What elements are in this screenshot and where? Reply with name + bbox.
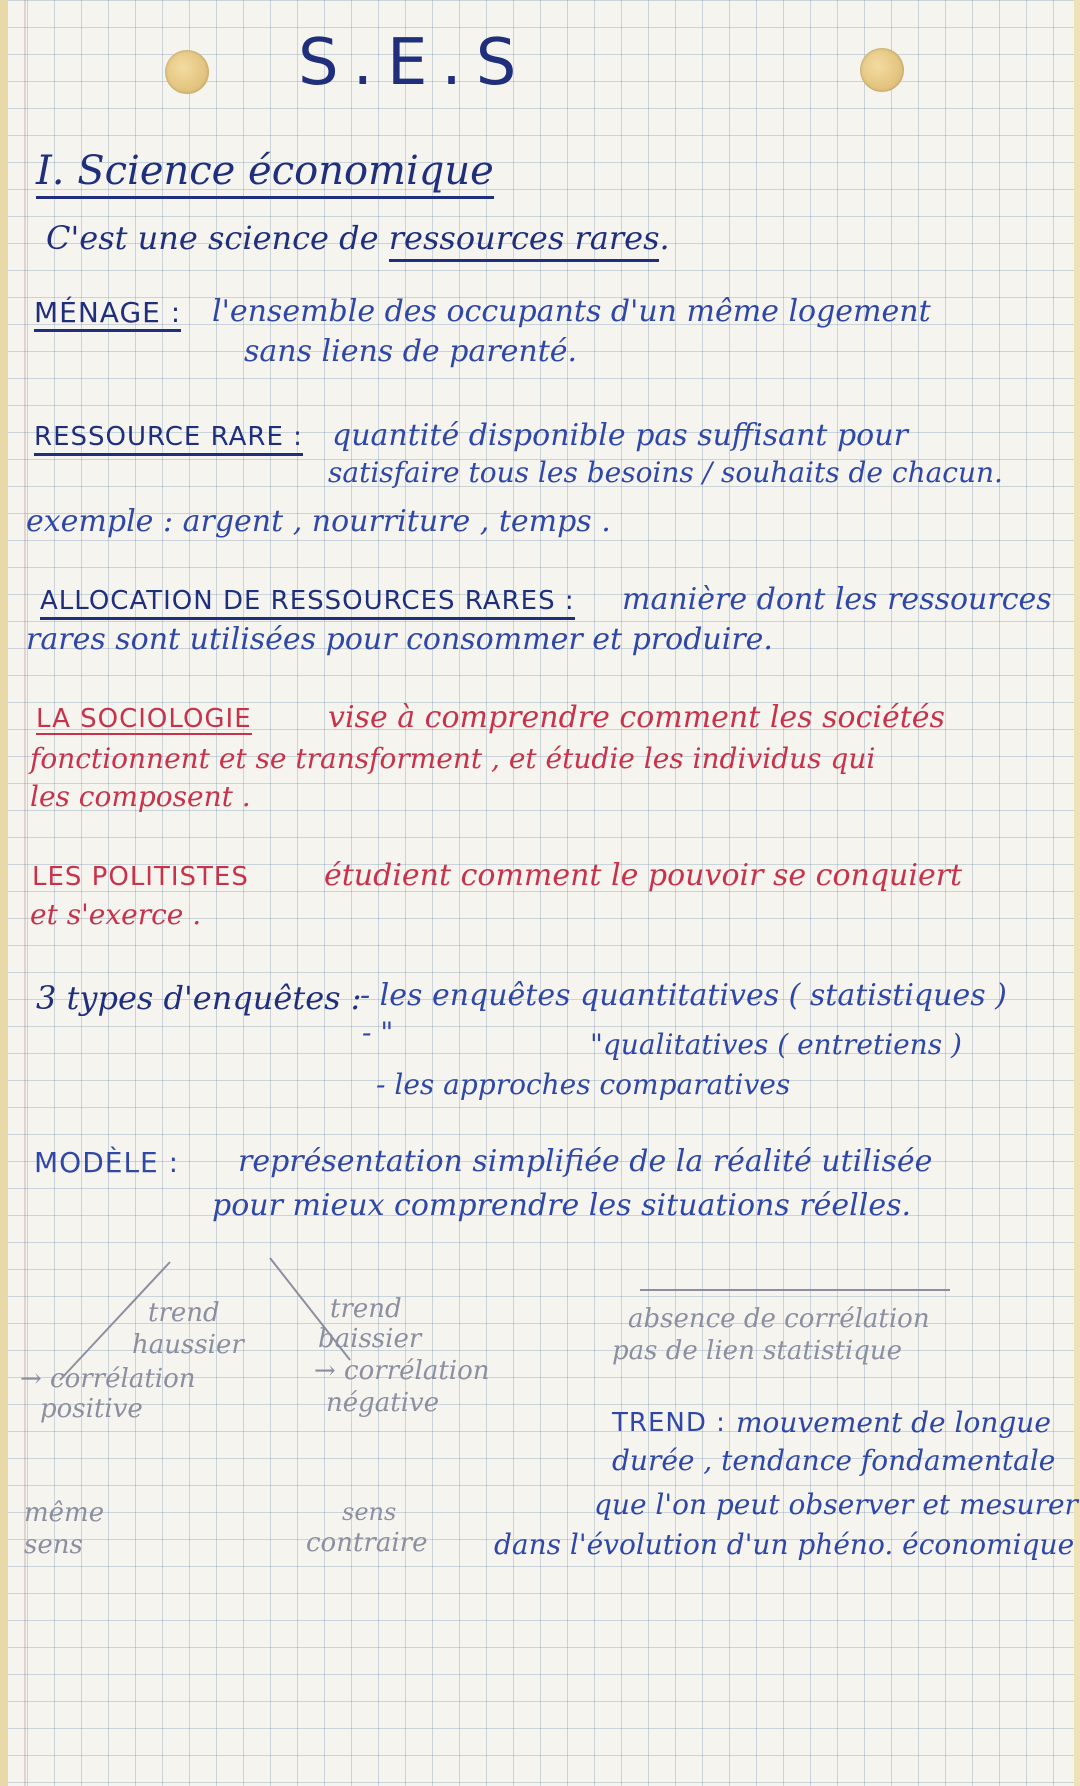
section-heading-text: I. Science économique xyxy=(36,148,494,199)
neg-trend-label2: baissier xyxy=(318,1324,422,1354)
allocation-term: ALLOCATION DE RESSOURCES RARES : xyxy=(40,588,575,620)
sociologie-term: LA SOCIOLOGIE xyxy=(36,704,252,734)
trend-line3: que l'on peut observer et mesurer xyxy=(594,1488,1078,1521)
intro-suffix: . xyxy=(659,219,670,257)
none-correlation-line1: absence de corrélation xyxy=(628,1304,930,1334)
enquetes-item1: - les enquêtes quantitatives ( statistiques ) xyxy=(360,978,1007,1013)
pos-trend-label2: haussier xyxy=(132,1330,244,1360)
pos-sens-label1: même xyxy=(24,1498,105,1528)
menage-definition-line1: l'ensemble des occupants d'un même logement xyxy=(212,294,931,329)
sociologie-line1: vise à comprendre comment les sociétés xyxy=(328,700,945,735)
pos-sens-label2: sens xyxy=(24,1530,83,1560)
trend-term: TREND : xyxy=(612,1408,726,1438)
ressource-rare-line1: quantité disponible pas suffisant pour xyxy=(332,418,908,453)
enquetes-item2-ditto: - " xyxy=(362,1016,394,1049)
pos-correlation-label: positive xyxy=(40,1394,143,1424)
ressource-rare-line2: satisfaire tous les besoins / souhaits de chacun. xyxy=(328,456,1003,489)
intro-underlined: ressources rares xyxy=(389,219,660,262)
menage-term: MÉNAGE : xyxy=(34,298,181,332)
neg-trend-label1: trend xyxy=(330,1294,402,1324)
sociologie-line2: fonctionnent et se transforment , et étudie les individus qui xyxy=(30,742,876,775)
none-correlation-line2: pas de lien statistique xyxy=(612,1336,903,1366)
pos-arrow-label: → corrélation xyxy=(20,1364,196,1394)
enquetes-label: 3 types d'enquêtes : xyxy=(36,979,362,1017)
sociologie-line3: les composent . xyxy=(30,780,251,813)
pos-trend-label1: trend xyxy=(148,1298,220,1328)
enquetes-item3: - les approches comparatives xyxy=(376,1068,791,1101)
ressource-rare-term: RESSOURCE RARE : xyxy=(34,424,303,456)
modele-line2: pour mieux comprendre les situations réelles. xyxy=(212,1188,912,1223)
allocation-line2: rares sont utilisées pour consommer et produire. xyxy=(26,622,773,657)
exemple-line: exemple : argent , nourriture , temps . xyxy=(26,504,611,539)
modele-term: MODÈLE : xyxy=(34,1146,180,1179)
politistes-line2: et s'exerce . xyxy=(30,898,202,931)
trend-line2: durée , tendance fondamentale xyxy=(612,1444,1056,1477)
enquetes-item2: "qualitatives ( entretiens ) xyxy=(590,1028,962,1061)
neg-correlation-label: négative xyxy=(326,1388,440,1418)
page-title: S.E.S xyxy=(298,26,531,100)
modele-line1: représentation simplifiée de la réalité utilisée xyxy=(238,1144,933,1179)
politistes-line1: étudient comment le pouvoir se conquiert xyxy=(324,858,963,893)
neg-arrow-label: → corrélation xyxy=(314,1356,490,1386)
intro-prefix: C'est une science de xyxy=(46,219,389,257)
politistes-term: LES POLITISTES xyxy=(32,862,249,892)
trend-line1: mouvement de longue xyxy=(736,1406,1051,1439)
neg-sens-label1: sens xyxy=(342,1498,397,1526)
neg-sens-label2: contraire xyxy=(306,1528,428,1558)
trend-line4: dans l'évolution d'un phéno. économique xyxy=(494,1528,1075,1561)
allocation-line1: manière dont les ressources xyxy=(622,582,1052,617)
menage-definition-line2: sans liens de parenté. xyxy=(244,334,578,369)
